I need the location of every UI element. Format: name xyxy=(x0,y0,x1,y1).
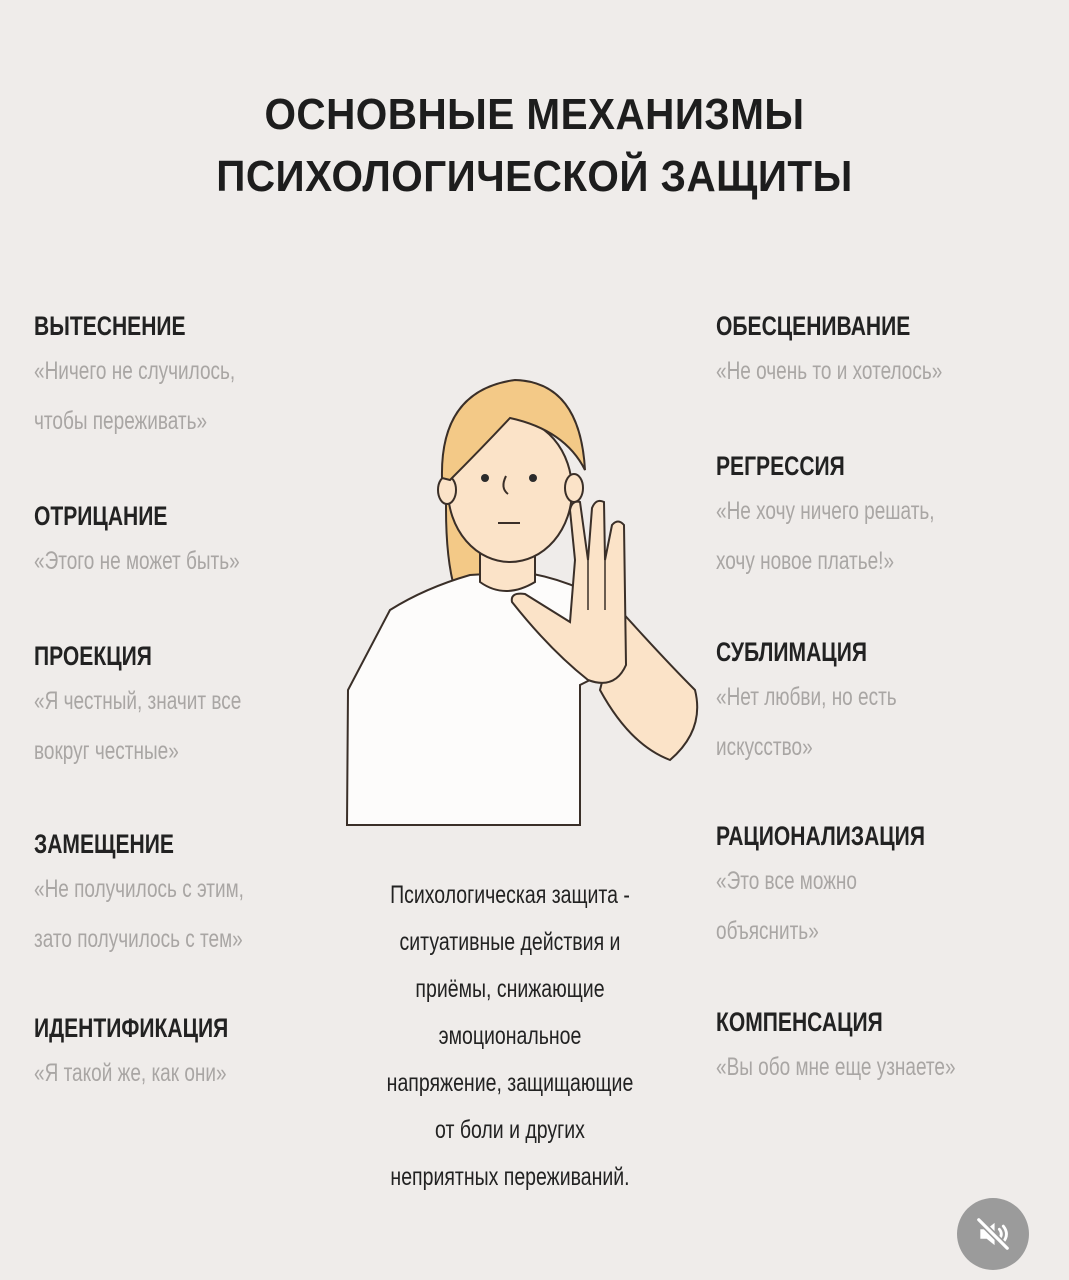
mechanism-name: РЕГРЕССИЯ xyxy=(716,451,845,481)
mechanism-name: ИДЕНТИФИКАЦИЯ xyxy=(34,1013,229,1043)
mechanism-sublimation xyxy=(716,632,1046,772)
mechanism-name: КОМПЕНСАЦИЯ xyxy=(716,1007,883,1037)
mechanism-identification xyxy=(34,1008,364,1098)
mechanism-quote: «Не получилось с этим, зато получилось с тем» xyxy=(34,875,244,953)
mechanism-compensation xyxy=(716,1002,1046,1092)
mechanism-name: ВЫТЕСНЕНИЕ xyxy=(34,311,186,341)
mechanism-rationalization xyxy=(716,816,1046,956)
mechanism-quote: «Нет любви, но есть искусство» xyxy=(716,683,897,761)
mechanism-name: СУБЛИМАЦИЯ xyxy=(716,637,867,667)
mechanism-name: ОТРИЦАНИЕ xyxy=(34,501,168,531)
mechanism-projection xyxy=(34,636,364,776)
mechanism-quote: «Не очень то и хотелось» xyxy=(716,357,943,385)
mechanism-quote: «Ничего не случилось, чтобы переживать» xyxy=(34,357,236,435)
definition-text: Психологическая защита - ситуативные действия и приёмы, снижающие эмоциональное напряжение, защищающие от боли и других неприятных переживаний. xyxy=(386,881,634,1191)
mechanism-name: РАЦИОНАЛИЗАЦИЯ xyxy=(716,821,925,851)
mechanism-name: ПРОЕКЦИЯ xyxy=(34,641,152,671)
mechanism-quote: «Этого не может быть» xyxy=(34,547,240,575)
woman-stop-gesture-icon xyxy=(330,360,710,830)
page-title xyxy=(43,84,1026,208)
mute-button[interactable] xyxy=(957,1198,1029,1270)
mechanism-displacement xyxy=(34,824,364,964)
mechanism-quote: «Это все можно объяснить» xyxy=(716,867,857,945)
mechanism-denial xyxy=(34,496,364,586)
mechanism-quote: «Я честный, значит все вокруг честные» xyxy=(34,687,242,765)
mechanism-name: ОБЕСЦЕНИВАНИЕ xyxy=(716,311,911,341)
mechanism-repression xyxy=(34,306,364,446)
mechanism-name: ЗАМЕЩЕНИЕ xyxy=(34,829,174,859)
mechanism-devaluation xyxy=(716,306,1046,396)
mechanism-regression xyxy=(716,446,1046,586)
title-line-2: ПСИХОЛОГИЧЕСКОЙ ЗАЩИТЫ xyxy=(216,152,853,201)
title-line-1: ОСНОВНЫЕ МЕХАНИЗМЫ xyxy=(264,90,805,139)
mechanism-quote: «Не хочу ничего решать, хочу новое платье!» xyxy=(716,497,935,575)
mechanism-quote: «Вы обо мне еще узнаете» xyxy=(716,1053,956,1081)
muted-speaker-icon xyxy=(974,1215,1012,1253)
mechanism-quote: «Я такой же, как они» xyxy=(34,1059,227,1087)
